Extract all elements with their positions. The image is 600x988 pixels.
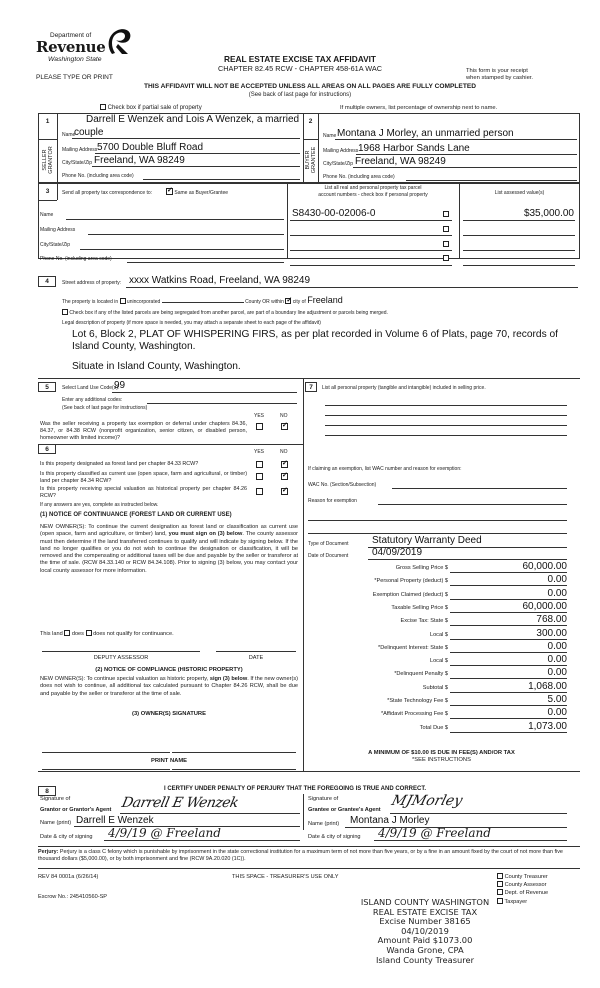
perjury-certification: I CERTIFY UNDER PENALTY OF PERJURY THAT THE FOREGOING IS TRUE AND CORRECT. [164, 786, 427, 792]
buyer-phone-label: Phone No. (including area code) [323, 174, 395, 180]
copy-distribution [497, 873, 548, 906]
amount-label: *Delinquent Interest: State $ [378, 644, 448, 651]
grantor-date-city-value[interactable]: 4/9/19 @ Freeland [108, 826, 221, 840]
print-name-field-1[interactable] [42, 769, 170, 770]
grantee-agent-label: Grantee or Grantee's Agent [308, 807, 381, 813]
doc-date-value[interactable]: 04/09/2019 [372, 547, 423, 558]
seller-phone-label: Phone No. (including area code) [62, 173, 134, 179]
section-3-number: 3 [45, 188, 50, 195]
assessed-value-field[interactable] [463, 250, 575, 251]
yes-header: YES [254, 413, 265, 419]
buyer-city-value[interactable]: Freeland, WA 98249 [355, 156, 446, 167]
grantor-name-label: Name (print) [40, 820, 72, 826]
form-title: REAL ESTATE EXCISE TAX AFFIDAVIT [224, 54, 376, 64]
owner-signature-field-1[interactable] [42, 752, 170, 753]
amount-label: Excise Tax: State $ [400, 618, 448, 625]
personal-property-checkbox[interactable] [443, 255, 449, 261]
section-5-number: 5 [38, 382, 56, 392]
logo-revenue-text: Revenue [36, 38, 106, 56]
grantee-signature[interactable]: MJMorley [389, 793, 465, 809]
personal-property-field-3[interactable] [325, 425, 567, 426]
grantor-date-city-label: Date & city of signing [40, 834, 93, 840]
buyer-name-label: Name [323, 133, 337, 139]
amount-value[interactable]: 0.00 [547, 574, 567, 586]
buyer-mailing-value[interactable]: 1968 Harbor Sands Lane [358, 143, 470, 154]
exemption-question: Was the seller receiving a property tax exemption or deferral under chapters 84.36, 84.37, or 84.38 RCW (nonprofit organization, senior citizen, or disabled person, homeowner with limited income)? [40, 421, 247, 441]
segregated-label: Check box if any of the listed parcels are being segregated from another parcel, are part of a boundary line adjustment or parcels being merged. [69, 310, 388, 316]
amount-value[interactable]: 1,073.00 [528, 720, 567, 732]
amount-label: Exemption Claimed (deduct) $ [372, 591, 448, 598]
exemption-no-checkbox[interactable] [281, 423, 288, 430]
send-correspondence-label: Send all property tax correspondence to: [62, 190, 153, 196]
exemption-claim-label: If claiming an exemption, list WAC number and reason for exemption: [308, 466, 462, 472]
does-not-qualify-checkbox[interactable] [86, 630, 92, 636]
reason-exemption-field[interactable] [378, 504, 567, 505]
section-1-number: 1 [45, 118, 50, 125]
seller-grantor-label: SELLER GRANTOR [42, 146, 54, 174]
partial-sale-label: Check box if partial sale of property [107, 105, 202, 111]
instructions-note: (See back of last page for instructions) [248, 92, 352, 98]
amount-label: *Delinquent Penalty $ [394, 671, 448, 678]
land-use-value[interactable]: 99 [114, 380, 126, 391]
parcel-number-field[interactable] [290, 235, 452, 236]
minimum-due-note: A MINIMUM OF $10.00 IS DUE IN FEE(S) AND/OR TAX [368, 750, 515, 756]
parcel-header-2: account numbers - check box if personal property [318, 192, 428, 198]
grantor-signature[interactable]: Darrell E Wenzek [120, 795, 240, 811]
amount-label: Total Due $ [419, 724, 448, 731]
seller-mailing-label: Mailing Address [62, 147, 98, 153]
escrow-number: Escrow No.: 245410560-SP [38, 894, 108, 900]
perjury-statement: Perjury: Perjury is a class C felony which is punishable by imprisonment in the state correctional institution for a maximum term of not more than five years, or by a fine in an amount fixed by the court of not more than five thousand dollars ($5,000.00), or by both imprisonment and fine (RCW 9A.20.020 (1C)). [38, 849, 563, 862]
seller-name-line1[interactable]: Darrell E Wenzek and Lois A Wenzek, a married [86, 114, 300, 125]
property-location-row: The property is located in unincorporated County OR within ✓ city of Freeland [62, 295, 343, 305]
segregated-option[interactable] [62, 309, 388, 316]
reason-exemption-label: Reason for exemption [308, 498, 357, 504]
assessed-value[interactable]: $35,000.00 [523, 208, 574, 219]
form-revision: REV 84 0001a (6/26/14) [38, 874, 99, 880]
receipt-note-1: This form is your receipt [466, 68, 528, 74]
copy-dept-revenue[interactable]: Dept. of Revenue [497, 889, 548, 897]
seller-name-line2[interactable]: couple [74, 127, 104, 138]
seller-phone-field[interactable] [143, 179, 300, 180]
amount-value[interactable]: 0.00 [547, 707, 567, 719]
historic-yes-checkbox[interactable] [256, 488, 263, 495]
logo-state-text: Washington State [48, 56, 102, 63]
reason-exemption-field-2[interactable] [308, 520, 567, 521]
buyer-city-label: City/State/Zip [323, 161, 354, 167]
parcel-number-field[interactable] [290, 265, 452, 266]
assessed-value-field[interactable] [463, 265, 575, 266]
city-value[interactable]: Freeland [307, 295, 343, 305]
corr-city-field[interactable] [80, 249, 284, 250]
amount-label: Local $ [429, 658, 448, 665]
does-qualify-checkbox[interactable] [64, 630, 70, 636]
amount-value[interactable]: 60,000.00 [522, 600, 567, 612]
street-address-value[interactable]: xxxx Watkins Road, Freeland, WA 98249 [129, 275, 311, 286]
grantee-date-city-value[interactable]: 4/9/19 @ Freeland [378, 826, 491, 840]
corr-phone-label: Phone No. (including area code) [40, 256, 112, 262]
section-7-number: 7 [305, 382, 317, 392]
personal-property-field-2[interactable] [325, 415, 567, 416]
acceptance-warning: THIS AFFIDAVIT WILL NOT BE ACCEPTED UNLESS ALL AREAS ON ALL PAGES ARE FULLY COMPLETED [143, 83, 477, 90]
amount-label: Local $ [429, 631, 448, 638]
no-header-6: NO [280, 449, 288, 455]
copy-checkbox[interactable] [497, 881, 503, 887]
dor-swirl-icon [106, 28, 132, 56]
no-header: NO [280, 413, 288, 419]
parcel-header-1: List all real and personal property tax parcel [324, 185, 422, 191]
amount-value[interactable]: 0.00 [547, 640, 567, 652]
grantor-signature-of-label: Signature of [40, 796, 71, 802]
personal-property-label: List all personal property (tangible and intangible) included in selling price. [322, 385, 486, 391]
legal-description-line2[interactable]: Island County, Washington. [72, 341, 196, 352]
historic-no-checkbox[interactable] [281, 488, 288, 495]
amount-value[interactable]: 768.00 [536, 614, 567, 626]
print-name-label: PRINT NAME [150, 758, 188, 764]
partial-sale-checkbox[interactable] [100, 104, 106, 110]
assessed-header: List assessed value(s) [494, 190, 545, 196]
buyer-phone-field[interactable] [406, 180, 577, 181]
copy-county-treasurer[interactable]: County Treasurer [497, 873, 548, 881]
if-yes-instruction: If any answers are yes, complete as instructed below. [40, 502, 159, 508]
copy-checkbox[interactable] [497, 889, 503, 895]
amount-label: *Affidavit Processing Fee $ [380, 711, 448, 718]
segregated-checkbox[interactable] [62, 309, 68, 315]
legal-description-label: Legal description of property (if more space is needed, you may attach a separate sheet to each page of the affidavit) [62, 320, 321, 326]
grantee-date-city-label: Date & city of signing [308, 834, 361, 840]
buyer-name-value[interactable]: Montana J Morley, an unmarried person [337, 128, 514, 139]
wac-number-field[interactable] [392, 488, 567, 489]
assessed-value-field[interactable] [463, 235, 575, 236]
grantee-name-value[interactable]: Montana J Morley [350, 815, 430, 826]
amount-label: *Personal Property (deduct) $ [374, 578, 448, 585]
section-4-number: 4 [38, 276, 56, 287]
section-6-number: 6 [38, 444, 56, 454]
amount-value[interactable]: 60,000.00 [522, 561, 567, 572]
date-label: DATE [248, 655, 264, 661]
notice-compliance-text: NEW OWNER(S): To continue special valuation as historic property, sign (3) below. If the new owner(s) does not wish to continue, all additional tax calculated pursuant to Chapter 84.26 RCW, shall be due and payable by the seller or transferor at the time of sale. [40, 676, 298, 697]
amount-value[interactable]: 0.00 [547, 654, 567, 666]
legal-description-line3[interactable]: Situate in Island County, Washington. [72, 361, 241, 372]
grantee-signature-of-label: Signature of [308, 796, 339, 802]
wac-number-label: WAC No. (Section/Subsection) [308, 482, 377, 488]
owner-signature-field-2[interactable] [172, 752, 296, 753]
amount-label: Taxable Selling Price $ [391, 604, 448, 611]
grantor-agent-label: Grantor or Grantor's Agent [40, 807, 112, 813]
yes-header-6: YES [254, 449, 265, 455]
seller-city-value[interactable]: Freeland, WA 98249 [94, 155, 185, 166]
dor-logo [36, 28, 136, 74]
forest-yes-checkbox[interactable] [256, 461, 263, 468]
amount-value[interactable]: 0.00 [547, 587, 567, 599]
land-use-label: Select Land Use Code(s): [62, 385, 120, 391]
buyer-mailing-label: Mailing Address [323, 148, 359, 154]
city-checkbox[interactable] [285, 298, 291, 304]
corr-phone-field[interactable] [127, 262, 284, 263]
multiple-owners-note: If multiple owners, list percentage of ownership next to name. [340, 105, 498, 111]
legal-description-line1[interactable]: Lot 6, Block 2, PLAT OF WHISPERING FIRS, as per plat recorded in Volume 6 of Plats, page 70, records of [72, 329, 559, 340]
amount-value[interactable]: 0.00 [547, 667, 567, 679]
county-field[interactable] [162, 302, 244, 303]
additional-codes-field[interactable] [147, 403, 297, 404]
assessor-date-field[interactable] [216, 651, 296, 652]
deputy-assessor-signature-field[interactable] [42, 651, 200, 652]
section-2-number: 2 [308, 118, 313, 125]
corr-name-label: Name [40, 212, 54, 218]
personal-property-checkbox[interactable] [443, 226, 449, 232]
see-instructions-note: *SEE INSTRUCTIONS [412, 757, 471, 763]
owner-signature-title: (3) OWNER(S) SIGNATURE [132, 711, 206, 717]
personal-property-field-4[interactable] [325, 435, 567, 436]
street-address-label: Street address of property: [62, 280, 122, 286]
doc-type-value[interactable]: Statutory Warranty Deed [372, 535, 482, 546]
amount-label: Subtotal $ [422, 684, 448, 691]
same-as-buyer-checkbox[interactable] [166, 188, 173, 195]
treasurer-use-label: THIS SPACE - TREASURER'S USE ONLY [232, 874, 339, 880]
buyer-grantee-label: BUYER GRANTEE [305, 146, 317, 174]
doc-date-label: Date of Document [308, 553, 349, 559]
doc-type-label: Type of Document [308, 541, 349, 547]
corr-mailing-field[interactable] [88, 234, 284, 235]
additional-codes-note: (See back of last page for instructions) [62, 405, 148, 411]
additional-codes-label: Enter any additional codes: [62, 397, 123, 403]
corr-mailing-label: Mailing Address [40, 227, 76, 233]
please-type-or-print: PLEASE TYPE OR PRINT [36, 74, 113, 81]
parcel-number[interactable]: S8430-00-02006-0 [292, 208, 376, 219]
amount-value[interactable]: 5.00 [547, 694, 567, 705]
copy-taxpayer[interactable]: Taxpayer [497, 898, 548, 906]
notice-continuance-text: NEW OWNER(S): To continue the current designation as forest land or classification as current use (open space, farm and agriculture, or timber) land, you must sign on (3) below. The county assessor must then determine if the land transferred continues to qualify and will indicate by signing below. If the land no longer qualifies or you do not wish to continue the designation or classification, it will be removed and the compensating or additional taxes will be due and payable by the seller or transferor at the time of sale. (RCW 84.33.140 or RCW 84.34.108). Prior to signing (3) below, you may contact your local county assessor for more information. [40, 524, 298, 574]
grantor-name-value[interactable]: Darrell E Wenzek [76, 815, 154, 826]
personal-property-checkbox[interactable] [443, 211, 449, 217]
corr-city-label: City/State/Zip [40, 242, 71, 248]
grantee-name-label: Name (print) [308, 821, 340, 827]
corr-name-field[interactable] [66, 219, 284, 220]
personal-property-field-1[interactable] [325, 405, 567, 406]
partial-sale-option[interactable] [100, 104, 202, 111]
form-subtitle: CHAPTER 82.45 RCW - CHAPTER 458-61A WAC [218, 64, 382, 73]
notice-continuance-title: (1) NOTICE OF CONTINUANCE (FOREST LAND OR CURRENT USE) [40, 512, 232, 518]
receipt-note-2: when stamped by cashier. [466, 75, 534, 81]
logo-dept-text: Department of [50, 32, 92, 39]
amount-label: *State Technology Fee $ [387, 698, 448, 704]
amount-value[interactable]: 300.00 [536, 627, 567, 639]
amount-value[interactable]: 1,068.00 [528, 680, 567, 692]
parcel-number-field[interactable] [290, 250, 452, 251]
same-as-buyer-label: Same as Buyer/Grantee [174, 190, 229, 196]
qualify-continuance-row: This land does does not qualify for continuance. [40, 631, 174, 637]
forest-no-checkbox[interactable] [281, 461, 288, 468]
deputy-assessor-label: DEPUTY ASSESSOR [93, 655, 149, 661]
notice-compliance-title: (2) NOTICE OF COMPLIANCE (HISTORIC PROPERTY) [95, 667, 243, 673]
current-use-yes-checkbox[interactable] [256, 473, 263, 480]
treasurer-stamp: ISLAND COUNTY WASHINGTON REAL ESTATE EXCISE TAX Excise Number 38165 04/10/2019 Amount Paid $1073.00 Wanda Grone, CPA Island County Treasurer [360, 897, 490, 965]
copy-county-assessor[interactable]: County Assessor [497, 881, 548, 889]
print-name-field-2[interactable] [172, 769, 296, 770]
unincorporated-checkbox[interactable] [120, 298, 126, 304]
personal-property-checkbox[interactable] [443, 241, 449, 247]
copy-checkbox[interactable] [497, 873, 503, 879]
amount-label: Gross Selling Price $ [395, 565, 448, 571]
section-8-number: 8 [38, 786, 56, 796]
seller-city-label: City/State/Zip [62, 160, 93, 166]
same-as-buyer-option[interactable] [166, 188, 228, 196]
seller-mailing-value[interactable]: 5700 Double Bluff Road [97, 142, 204, 153]
exemption-yes-checkbox[interactable] [256, 423, 263, 430]
seller-name-label: Name [62, 132, 76, 138]
current-use-no-checkbox[interactable] [281, 473, 288, 480]
